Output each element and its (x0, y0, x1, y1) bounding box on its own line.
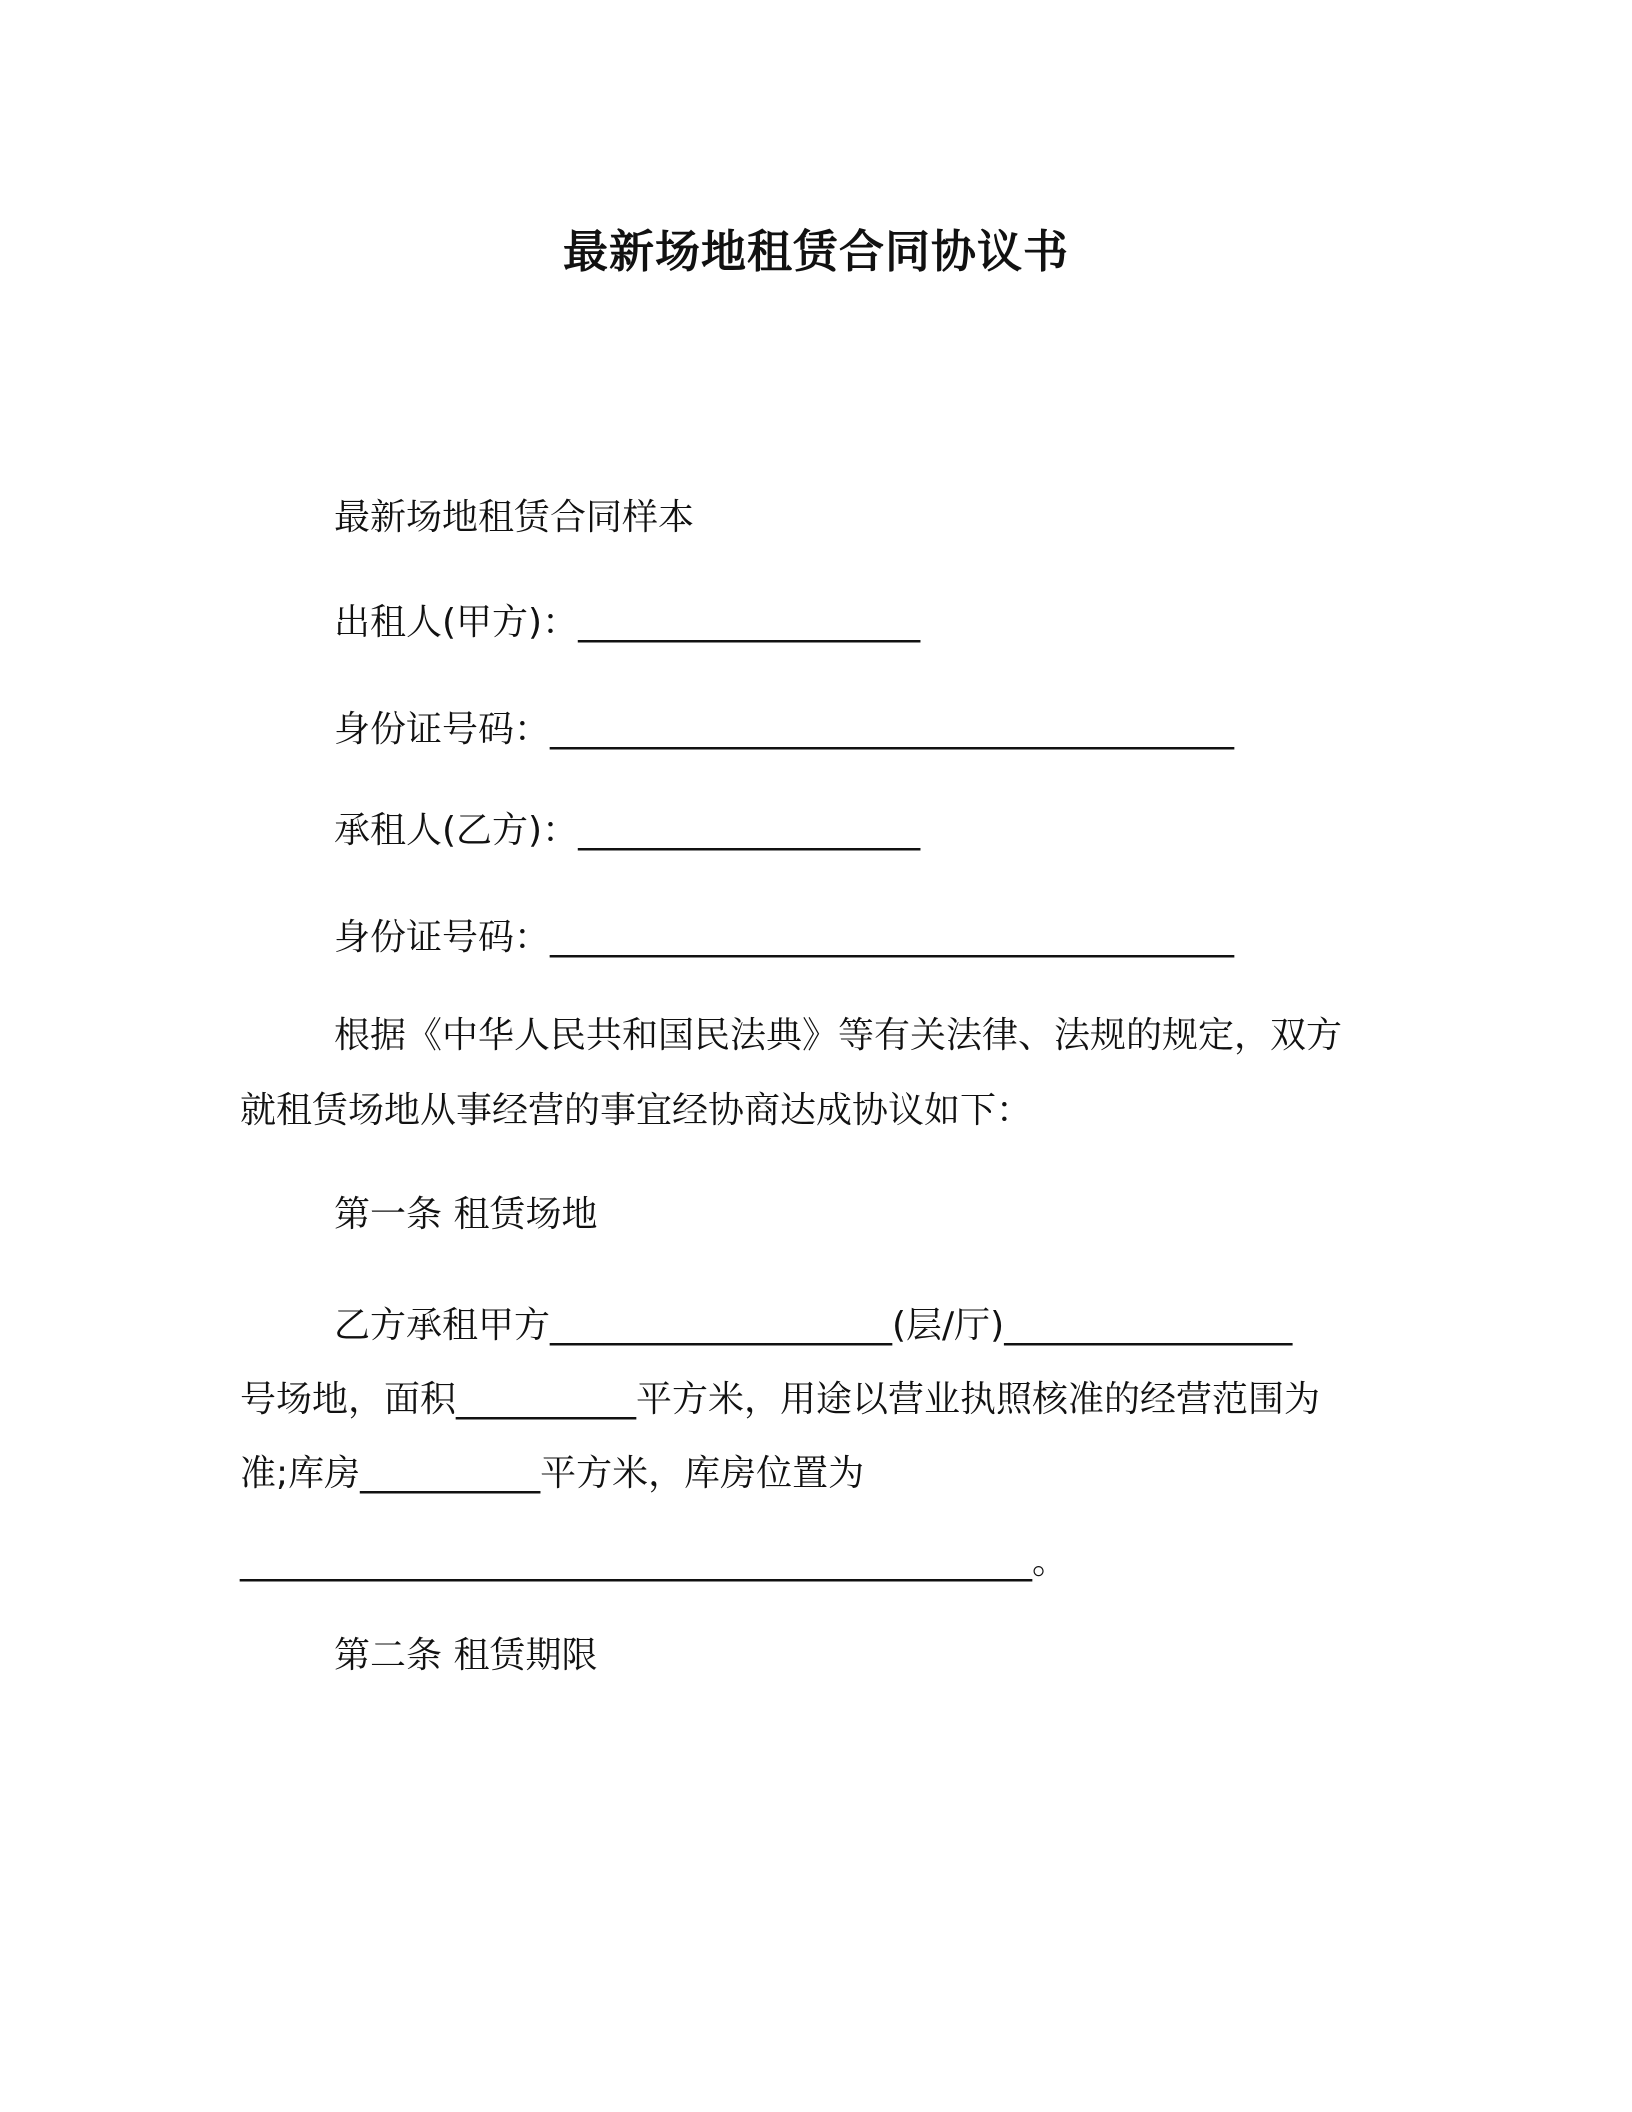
article1-heading: 第一条 租赁场地 (334, 1194, 598, 1235)
article1-line-3: 准;库房__________平方米，库房位置为 (240, 1453, 865, 1494)
article1-line-1: 乙方承租甲方___________________(层/厅)________________ (334, 1305, 1293, 1346)
document-title: 最新场地租赁合同协议书 (562, 225, 1069, 278)
lessor-field: 出租人(甲方)：___________________ (334, 602, 921, 643)
article1-line-2: 号场地，面积__________平方米，用途以营业执照核准的经营范围为 (240, 1379, 1321, 1420)
intro-paragraph-line-1: 根据《中华人民共和国民法典》等有关法律、法规的规定，双方 (334, 1015, 1343, 1056)
lessee-id-field: 身份证号码：______________________________________ (334, 917, 1235, 958)
article1-line-4: ____________________________________________。 (240, 1541, 1068, 1582)
article2-heading: 第二条 租赁期限 (334, 1635, 598, 1676)
lessee-field: 承租人(乙方)：___________________ (334, 810, 921, 851)
intro-paragraph-line-2: 就租赁场地从事经营的事宜经协商达成协议如下： (240, 1090, 1033, 1131)
lessor-id-field: 身份证号码：______________________________________ (334, 709, 1235, 750)
subtitle: 最新场地租赁合同样本 (334, 497, 695, 538)
